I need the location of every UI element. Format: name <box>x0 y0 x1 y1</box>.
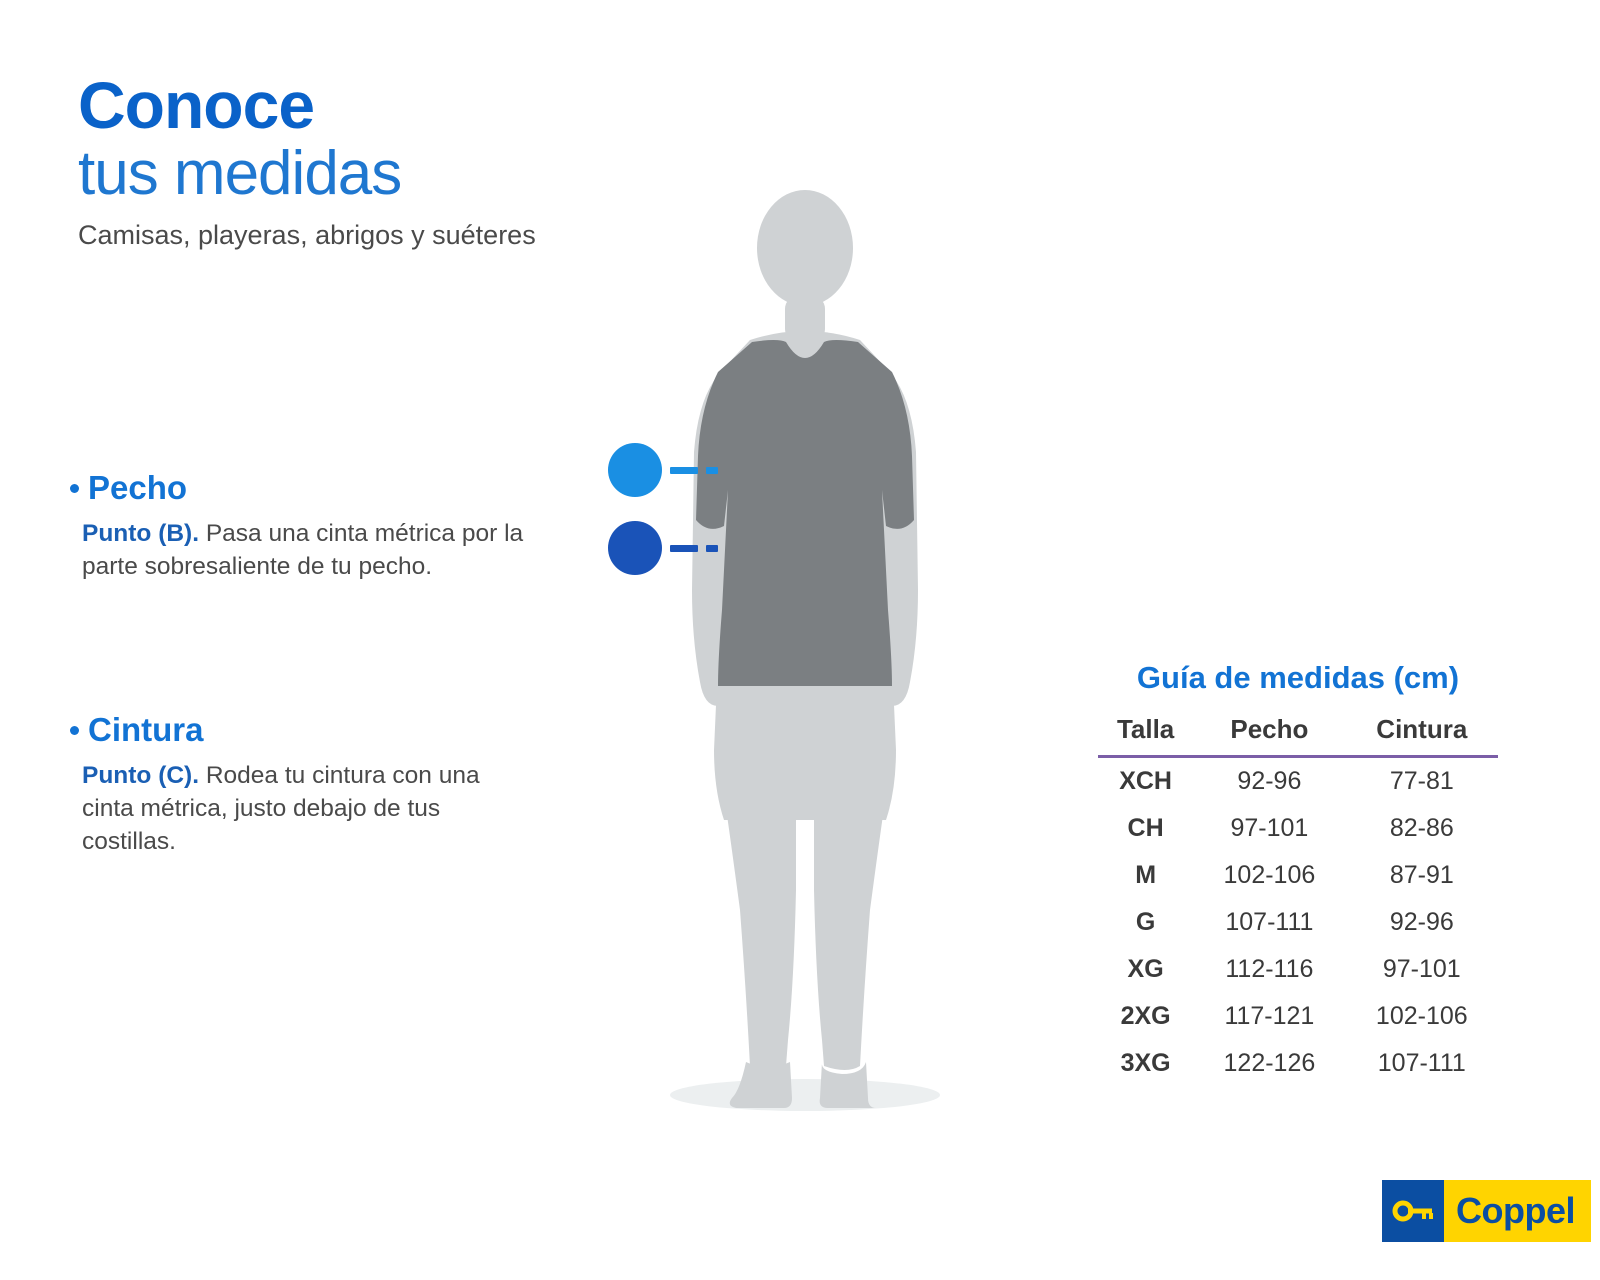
chest-point-marker <box>608 443 662 497</box>
title-line-2: tus medidas <box>78 139 402 209</box>
cell-pecho: 122-126 <box>1223 1049 1316 1077</box>
measure-body-pecho <box>70 517 532 583</box>
waist-dash-connector <box>670 545 698 552</box>
table-header-row <box>1098 712 1498 757</box>
table-row <box>1098 993 1498 1040</box>
measure-section-pecho <box>70 470 540 583</box>
cell-pecho: 92-96 <box>1237 767 1302 795</box>
measure-title-cintura <box>70 712 540 748</box>
table-row <box>1098 852 1498 899</box>
table-row <box>1098 757 1498 806</box>
measure-point-label-pecho: Punto (B). <box>82 520 200 548</box>
cell-pecho: 107-111 <box>1225 908 1314 936</box>
cell-cintura: 82-86 <box>1389 814 1454 842</box>
cell-talla: M <box>1135 861 1157 889</box>
table-row <box>1098 899 1498 946</box>
table-row <box>1098 1040 1498 1087</box>
cell-cintura: 92-96 <box>1389 908 1454 936</box>
cell-cintura: 102-106 <box>1375 1002 1468 1030</box>
size-guide-title: Guía de medidas (cm) <box>1136 660 1460 695</box>
measure-body-cintura <box>70 759 532 858</box>
cell-cintura: 87-91 <box>1389 861 1454 889</box>
key-icon <box>1382 1180 1444 1242</box>
measure-point-label-cintura: Punto (C). <box>82 762 200 790</box>
cell-cintura: 107-111 <box>1377 1049 1466 1077</box>
bullet-icon <box>70 484 79 493</box>
measure-title-text: Pecho <box>88 469 188 506</box>
column-header-talla: Talla <box>1116 714 1175 744</box>
cell-talla: G <box>1135 908 1156 936</box>
measure-section-cintura <box>70 712 540 858</box>
brand-name: Coppel <box>1444 1180 1591 1242</box>
cell-talla: 3XG <box>1120 1049 1171 1077</box>
measure-title-text: Cintura <box>88 711 204 748</box>
chest-dash-connector <box>670 467 698 474</box>
cell-pecho: 97-101 <box>1230 814 1309 842</box>
measure-title-pecho <box>70 470 540 506</box>
cell-pecho: 117-121 <box>1224 1002 1315 1030</box>
cell-talla: CH <box>1127 814 1164 842</box>
title-line-1: Conoce <box>78 68 315 142</box>
table-row <box>1098 946 1498 993</box>
cell-cintura: 97-101 <box>1382 955 1461 983</box>
size-guide <box>1098 660 1498 1087</box>
mannequin-illustration <box>600 190 1020 1120</box>
column-header-pecho: Pecho <box>1230 714 1309 744</box>
measure-description-pecho: Pasa una cinta métrica por la parte sobresaliente de tu pecho. <box>82 520 524 581</box>
cell-pecho: 112-116 <box>1225 955 1314 983</box>
brand-logo <box>1382 1180 1591 1242</box>
body-figure <box>600 190 1020 1120</box>
cell-pecho: 102-106 <box>1223 861 1316 889</box>
table-row <box>1098 805 1498 852</box>
cell-cintura: 77-81 <box>1389 767 1454 795</box>
waist-point-marker <box>608 521 662 575</box>
size-guide-table <box>1098 712 1498 1087</box>
cell-talla: XCH <box>1119 767 1172 795</box>
bullet-icon <box>70 726 79 735</box>
cell-talla: XG <box>1127 955 1164 983</box>
measure-description-cintura: Rodea tu cintura con una cinta métrica, justo debajo de tus costillas. <box>82 762 480 856</box>
cell-talla: 2XG <box>1120 1002 1171 1030</box>
page-subtitle: Camisas, playeras, abrigos y suéteres <box>78 220 536 251</box>
key-icon-glyph <box>1392 1199 1434 1223</box>
column-header-cintura: Cintura <box>1376 714 1468 744</box>
